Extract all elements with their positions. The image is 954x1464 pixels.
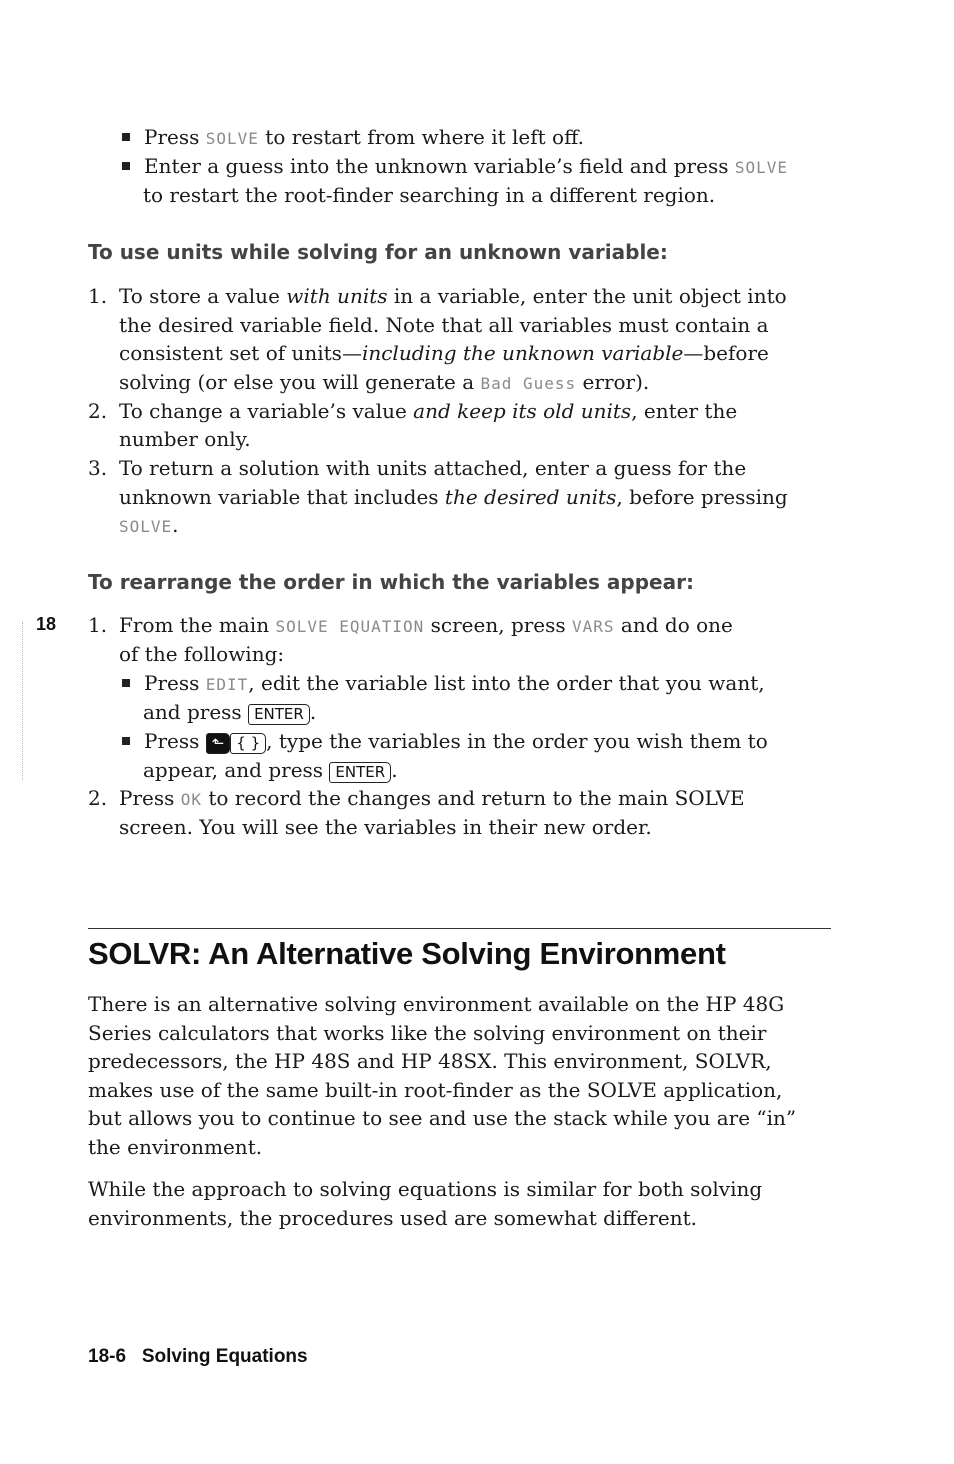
- section-title: SOLVR: An Alternative Solving Environment: [88, 936, 726, 971]
- list-item-line: solving (or else you will generate a Bad Guess error).: [119, 370, 650, 394]
- body-paragraph: While the approach to solving equations is similar for both solving environments, the procedures used are somewhat different.: [88, 1177, 763, 1230]
- softkey-solve: SOLVE: [734, 158, 789, 177]
- list-item: 1. To store a value with units in a variable, enter the unit object into: [88, 284, 787, 308]
- bullet-item: Press EDIT, edit the variable list into the order that you want,: [122, 669, 765, 700]
- left-shift-key-icon: ⬑: [206, 733, 231, 754]
- bullet-continuation: and press ENTER .: [143, 700, 317, 724]
- bullet-marker: [122, 162, 130, 170]
- softkey-solve: SOLVE: [205, 129, 259, 148]
- bullet-continuation: to restart the root-finder searching in a different region.: [143, 183, 716, 207]
- list-item-line: the desired variable field. Note that all variables must contain a: [119, 313, 769, 337]
- page-footer: [88, 1346, 308, 1368]
- error-message-code: Bad Guess: [480, 374, 577, 393]
- section-rule: [88, 928, 831, 929]
- subsection-heading: To rearrange the order in which the variables appear:: [88, 570, 694, 594]
- enter-key: ENTER: [248, 704, 310, 725]
- bullet-continuation: appear, and press ENTER .: [143, 758, 398, 782]
- list-item-line: consistent set of units—including the unknown variable—before: [119, 341, 769, 365]
- enter-key: ENTER: [329, 762, 391, 783]
- softkey-edit: EDIT: [205, 675, 249, 694]
- list-item: 2. To change a variable’s value and keep its old units, enter the: [88, 399, 738, 423]
- bullet-item: Press SOLVE to restart from where it left off.: [122, 123, 584, 154]
- braces-key: { }: [230, 733, 266, 754]
- softkey-solve: SOLVE: [119, 517, 173, 536]
- subsection-heading: To use units while solving for an unknown variable:: [88, 240, 668, 264]
- list-item-line: screen. You will see the variables in their new order.: [119, 815, 652, 839]
- list-item-line: number only.: [119, 427, 251, 451]
- list-item-line: unknown variable that includes the desired units, before pressing: [119, 485, 788, 509]
- chapter-title: Solving Equations: [141, 1346, 308, 1367]
- chapter-margin-number: 18: [36, 614, 57, 634]
- margin-dotted-line: [22, 622, 24, 780]
- bullet-item: Enter a guess into the unknown variable’s field and press SOLVE: [122, 152, 788, 183]
- list-item-line: of the following:: [119, 642, 285, 666]
- list-item: 1. From the main SOLVE EQUATION screen, press VARS and do one: [88, 613, 733, 637]
- softkey-vars: VARS: [572, 617, 615, 636]
- list-item-line: SOLVE.: [119, 513, 179, 537]
- bullet-item: Press ⬑ { } , type the variables in the order you wish them to: [122, 727, 768, 756]
- bullet-marker: [122, 737, 130, 745]
- softkey-ok: OK: [180, 790, 203, 809]
- list-item: 2. Press OK to record the changes and return to the main SOLVE: [88, 786, 745, 810]
- list-item: 3. To return a solution with units attached, enter a guess for the: [88, 456, 747, 480]
- bullet-marker: [122, 679, 130, 687]
- bullet-marker: [122, 133, 130, 141]
- body-paragraph: There is an alternative solving environment available on the HP 48G Series calculators that works like the solving environment on their predecessors, the HP 48S and HP 48SX. This environment, SOLVR, makes use of the same built-in root-finder as the SOLVE application, but allows you to continue to see and use the stack while you are “in” the environment.: [88, 992, 797, 1159]
- screen-name-code: SOLVE EQUATION: [275, 617, 425, 636]
- page-number: 18-6: [88, 1346, 127, 1367]
